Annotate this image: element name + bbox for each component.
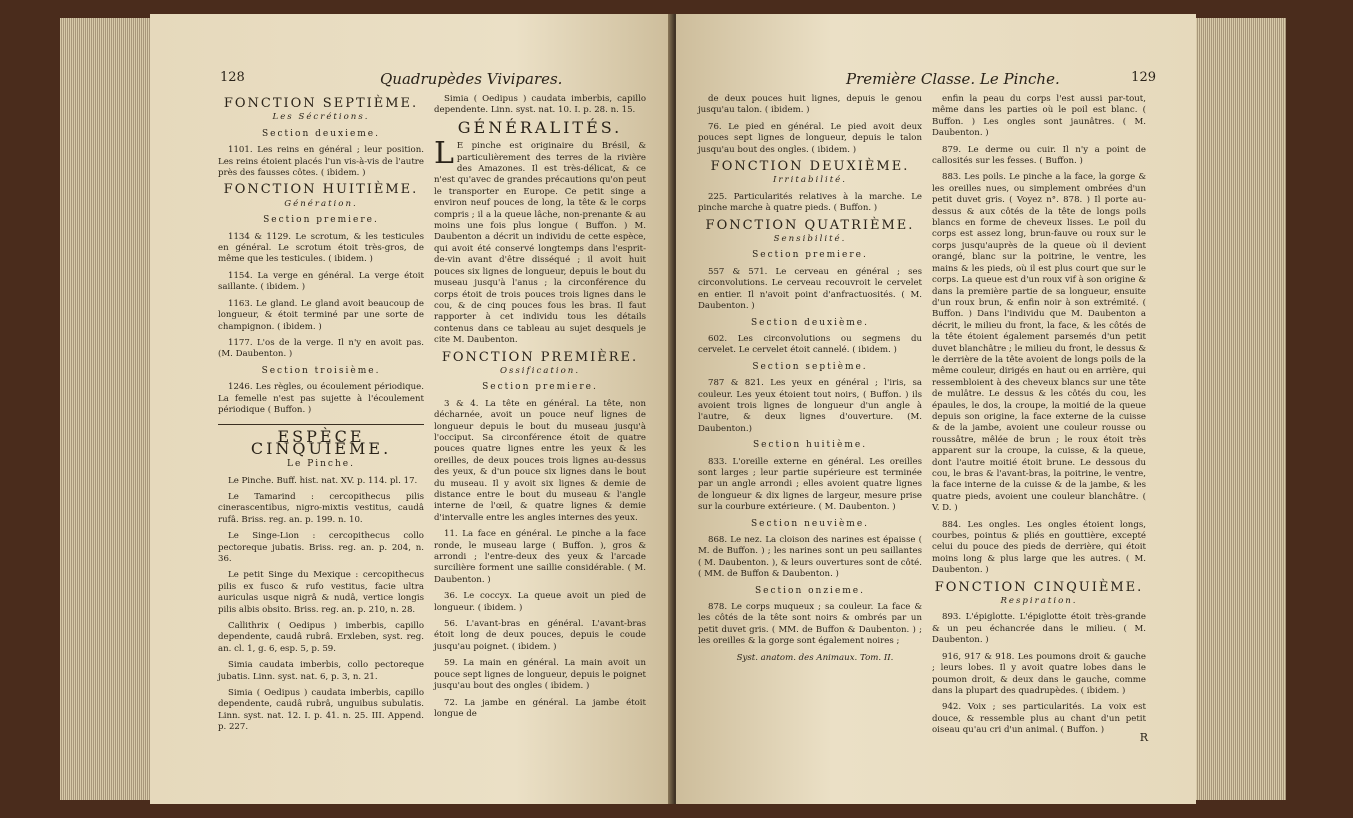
subsection-heading: Section neuvième. bbox=[750, 518, 870, 529]
paragraph: 1154. La verge en général. La verge étoit saillante. ( ibidem. ) bbox=[218, 270, 424, 293]
synonym: Le petit Singe du Mexique : cercopithecus pilis ex fusco & rufo vestitus, facie ultra auriculas usque nigrâ & nudâ, vertice longis pilis albis obsito. Briss. reg. an. p. 210, n. 28. bbox=[218, 570, 424, 615]
paragraph: 59. La main en général. La main avoit un pouce sept lignes de longueur, depuis le poignet jusqu'au bout des ongles ( ibidem. ) bbox=[434, 658, 646, 692]
paragraph: 1134 & 1129. Le scrotum, & les testicules en général. Le scrotum étoit très-gros, de même que les testicules. ( ibidem. ) bbox=[218, 231, 424, 265]
subsection-heading: Section premiere. bbox=[752, 250, 868, 261]
paragraph: 602. Les circonvolutions ou segmens du cervelet. Le cervelet étoit cannelé. ( ibidem. ) bbox=[698, 333, 922, 356]
right-column-2 bbox=[932, 94, 1146, 742]
paragraph: 11. La face en général. Le pinche a la face ronde, le museau large ( Buffon. ), gros & arrondi ; l'entre-deux des yeux & l'arcade surcilière forment une saillie considérable. ( M. Daubenton. ) bbox=[434, 529, 646, 585]
paragraph: 868. Le nez. La cloison des narines est épaisse ( M. de Buffon. ) ; les narines sont un peu saillantes ( M. Daubenton. ), & leurs ouvertures sont de côté. ( MM. de Buffon & Daubenton. ) bbox=[698, 535, 922, 580]
paragraph: 1177. L'os de la verge. Il n'y en avoit pas. (M. Daubenton. ) bbox=[218, 337, 424, 360]
paragraph: E pinche est originaire du Brésil, & particulièrement des terres de la rivière des Amazones. Il est très-délicat, & ce n'est qu'avec de grandes précautions qu'on peut le transporter en Europe. Ce petit singe a environ neuf pouces de long, la tête & le corps compris ; il a la queue lâche, non-prenante & au moins une fois plus longue ( Buffon. ) M. Daubenton a décrit un individu de cette espèce, qui avoit été conservé longtemps dans l'esprit-de-vin avant d'être disséqué ; il avoit huit pouces six lignes de longueur, depuis le bout du museau jusqu'à l'anus ; la circonférence du corps étoit de trois pouces trois lignes dans le cou, & de cinq pouces fous les bras. Il faut rapporter à cet individu tous les détails contenus dans ce tableau au sujet desquels je cite M. Daubenton. bbox=[434, 141, 646, 346]
paragraph: enfin la peau du corps l'est aussi par-tout, même dans les parties où le poil est blanc. ( Buffon. ) Les ongles sont jaunâtres. ( M. Daubenton. ) bbox=[932, 94, 1146, 139]
synonym: Simia ( Oedipus ) caudata imberbis, capillo dependente, caudâ rubrâ, unguibus subulatis. Linn. syst. nat. 12. I. p. 41. n. 25. III. Append. p. 227. bbox=[218, 688, 424, 733]
drop-cap: L bbox=[434, 136, 454, 172]
synonym: Le Singe-Lion : cercopithecus collo pectoreque jubatis. Briss. reg. an. p. 204, n. 36. bbox=[218, 531, 424, 564]
paragraph: 1101. Les reins en général ; leur position. Les reins étoient placés l'un vis-à-vis de l'autre près des fausses côtes. ( ibidem. ) bbox=[218, 145, 424, 179]
section-heading: FONCTION QUATRIÈME. bbox=[705, 217, 915, 233]
running-head-title: Première Classe. Le Pinche. bbox=[846, 70, 1060, 88]
subsection-heading: Ossification. bbox=[499, 365, 581, 376]
section-heading: FONCTION DEUXIÈME. bbox=[710, 159, 910, 175]
paragraph: 916, 917 & 918. Les poumons droit & gauche ; leurs lobes. Il y avoit quatre lobes dans le poumon droit, & deux dans le gauche, comme dans la plupart des quadrupèdes. ( ibidem. ) bbox=[932, 651, 1146, 696]
subsection-heading: Section troisième. bbox=[261, 365, 381, 376]
synonym: Le Tamarind : cercopithecus pilis cinerascentibus, nigro-mixtis vestitus, caudâ rufâ. Briss. reg. an. p. 199. n. 10. bbox=[218, 491, 424, 525]
subsection-heading: Les Sécrétions. bbox=[272, 112, 370, 123]
paragraph: de deux pouces huit lignes, depuis le genou jusqu'au talon. ( ibidem. ) bbox=[698, 94, 922, 116]
section-heading: FONCTION CINQUIÈME. bbox=[934, 579, 1144, 595]
generalities-heading: GÉNÉRALITÉS. bbox=[457, 117, 623, 137]
subsection-heading: Irritabilité. bbox=[773, 175, 847, 186]
paragraph: 878. Le corps muqueux ; sa couleur. La face & les côtés de la tête sont noirs & ombrés par un petit duvet gris. ( MM. de Buffon & Daubenton. ) ; les oreilles & la gorge sont également noires ; bbox=[698, 602, 922, 647]
subsection-heading: Respiration. bbox=[1000, 596, 1078, 607]
running-head-title: Quadrupèdes Vivipares. bbox=[380, 70, 563, 88]
paragraph: 884. Les ongles. Les ongles étoient longs, courbes, pointus & pliés en gouttière, excepté celui du pouce des pieds de derrière, qui étoit moins long & plus large que les autres. ( M. Daubenton. ) bbox=[932, 519, 1146, 576]
right-page bbox=[676, 14, 1196, 804]
section-heading: FONCTION PREMIÈRE. bbox=[441, 349, 639, 365]
right-column-1 bbox=[698, 94, 922, 669]
paragraph: 942. Voix ; ses particularités. La voix est douce, & ressemble plus au chant d'un petit oiseau qu'au cri d'un animal. ( Buffon. ) bbox=[932, 702, 1146, 736]
right-page-edges bbox=[1196, 18, 1286, 800]
paragraph: 1163. Le gland. Le gland avoit beaucoup de longueur, & étoit terminé par une sorte de champignon. ( ibidem. ) bbox=[218, 298, 424, 332]
running-header bbox=[696, 70, 1156, 92]
left-page-edges bbox=[60, 18, 150, 800]
synonym: Simia caudata imberbis, collo pectoreque jubatis. Linn. syst. nat. 6, p. 3, n. 21. bbox=[218, 660, 424, 682]
left-column-2 bbox=[434, 94, 646, 725]
subsection-heading: Section deuxieme. bbox=[262, 128, 380, 139]
paragraph: 56. L'avant-bras en général. L'avant-bras étoit long de deux pouces, depuis le coude jusqu'au poignet. ( ibidem. ) bbox=[434, 619, 646, 652]
subsection-heading: Section premiere. bbox=[263, 215, 379, 226]
page-number: 128 bbox=[220, 70, 245, 85]
paragraph: 76. Le pied en général. Le pied avoit deux pouces sept lignes de longueur, depuis le talon jusqu'au bout des ongles. ( ibidem. ) bbox=[698, 121, 922, 155]
species-name: Le Pinche. bbox=[287, 459, 355, 470]
section-heading: FONCTION HUITIÈME. bbox=[223, 182, 419, 198]
subsection-heading: Section huitième. bbox=[752, 440, 868, 451]
paragraph: 72. La jambe en général. La jambe étoit longue de bbox=[434, 697, 646, 719]
synonym: Callithrix ( Oedipus ) imberbis, capillo dependente, caudâ rubrâ. Erxleben, syst. reg. an. cl. 1, g. 6, esp. 5, p. 59. bbox=[218, 621, 424, 654]
subsection-heading: Section deuxième. bbox=[751, 317, 869, 328]
subsection-heading: Section onzieme. bbox=[755, 585, 865, 596]
paragraph: 879. Le derme ou cuir. Il n'y a point de callosités sur les fesses. ( Buffon. ) bbox=[932, 144, 1146, 167]
paragraph: 893. L'épiglotte. L'épiglotte étoit très-grande & un peu échancrée dans le milieu. ( M. Daubenton. ) bbox=[932, 612, 1146, 646]
left-page bbox=[150, 14, 672, 804]
synonym: Simia ( Oedipus ) caudata imberbis, capillo dependente. Linn. syst. nat. 10. I. p. 28. n. 15. bbox=[434, 94, 646, 116]
paragraph: 833. L'oreille externe en général. Les oreilles sont larges ; leur partie supérieure est terminée par un angle arrondi ; elles avoient quatre lignes de longueur & dix lignes de largeur, mesure prise sur la courbure extérieure. ( M. Daubenton. ) bbox=[698, 456, 922, 513]
subsection-heading: Sensibilité. bbox=[773, 234, 847, 245]
paragraph: 225. Particularités relatives à la marche. Le pinche marche à quatre pieds. ( Buffon. ) bbox=[698, 191, 922, 214]
subsection-heading: Section septième. bbox=[752, 361, 868, 372]
paragraph: 883. Les poils. Le pinche a la face, la gorge & les oreilles nues, ou simplement ombrées d'un petit duvet gris. ( Voyez n°. 878. ) Il porte au-dessus & aux côtés de la tête de longs poils blancs en forme de cheveux lisses. Le poil du corps est assez long, brun-fauve ou roux sur le corps jusqu'auprès de la queue où il devient orangé, blanc sur la poitrine, le ventre, les mains & les pieds, où il est plus court que sur le corps. La queue est d'un roux vif à son origine & dans la première partie de sa longueur, ensuite d'un roux brun, & enfin noir à son extrémité. ( Buffon. ) Dans l'individu que M. Daubenton a décrit, le milieu du front, la face, & les côtés de la tête étoient également parsemés d'un petit duvet blanchâtre ; le milieu du front, le dessus & le derrière de la tête avoient de longs poils de la même couleur, dirigés en haut ou en arrière, qui ressembloient à des cheveux blancs sur une tête de mulâtre. Le dessus & les côtés du cou, les épaules, le dos, la croupe, la moitié de la queue depuis son origine, la face externe de la cuisse & de la jambe, avoient une couleur rousse ou roussâtre, mêlée de brun ; le roux étoit très apparent sur la croupe, la cuisse, & la queue, dont l'autre moitié étoit brune. Le dessous du cou, le bras & l'avant-bras, la poitrine, le ventre, la face interne de la cuisse & de la jambe, & les quatre pieds, avoient une couleur blanchâtre. ( V. D. ) bbox=[932, 172, 1146, 514]
synonym: Le Pinche. Buff. hist. nat. XV. p. 114. pl. 17. bbox=[228, 475, 418, 486]
species-heading: ESPÈCE CINQUIÈME. bbox=[218, 424, 424, 454]
page-footer: Syst. anatom. des Animaux. Tom. II. bbox=[736, 652, 894, 663]
running-header bbox=[220, 70, 660, 92]
paragraph: 3 & 4. La tête en général. La tête, non décharnée, avoit un pouce neuf lignes de longueur depuis le bout du museau jusqu'à l'occiput. Sa circonférence étoit de quatre pouces quatre lignes entre les yeux & les oreilles, de deux pouces trois lignes au-dessus des yeux, & d'un pouce six lignes dans le bout du museau. Il y avoit six lignes & demie de distance entre le bout du museau & l'angle interne de l'œil, & quatre lignes & demie d'intervalle entre les angles internes des yeux. bbox=[434, 398, 646, 523]
subsection-heading: Génération. bbox=[284, 198, 358, 209]
paragraph: 787 & 821. Les yeux en général ; l'iris, sa couleur. Les yeux étoient tout noirs, ( Buffon. ) ils avoient trois lignes de longueur d'un angle à l'autre, & deux lignes d'ouverture. (M. Daubenton.) bbox=[698, 378, 922, 434]
left-column-1 bbox=[218, 94, 424, 739]
signature-mark: R bbox=[1139, 731, 1148, 744]
paragraph: 1246. Les règles, ou écoulement périodique. La femelle n'est pas sujette à l'écoulement périodique ( Buffon. ) bbox=[218, 382, 424, 415]
paragraph: 36. Le coccyx. La queue avoit un pied de longueur. ( ibidem. ) bbox=[434, 591, 646, 613]
page-number: 129 bbox=[1131, 70, 1156, 85]
subsection-heading: Section premiere. bbox=[482, 382, 598, 393]
paragraph: 557 & 571. Le cerveau en général ; ses circonvolutions. Le cerveau recouvroit le cervelet en entier. Il n'avoit point d'anfractuosités. ( M. Daubenton. ) bbox=[698, 266, 922, 312]
section-heading: FONCTION SEPTIÈME. bbox=[223, 96, 419, 111]
